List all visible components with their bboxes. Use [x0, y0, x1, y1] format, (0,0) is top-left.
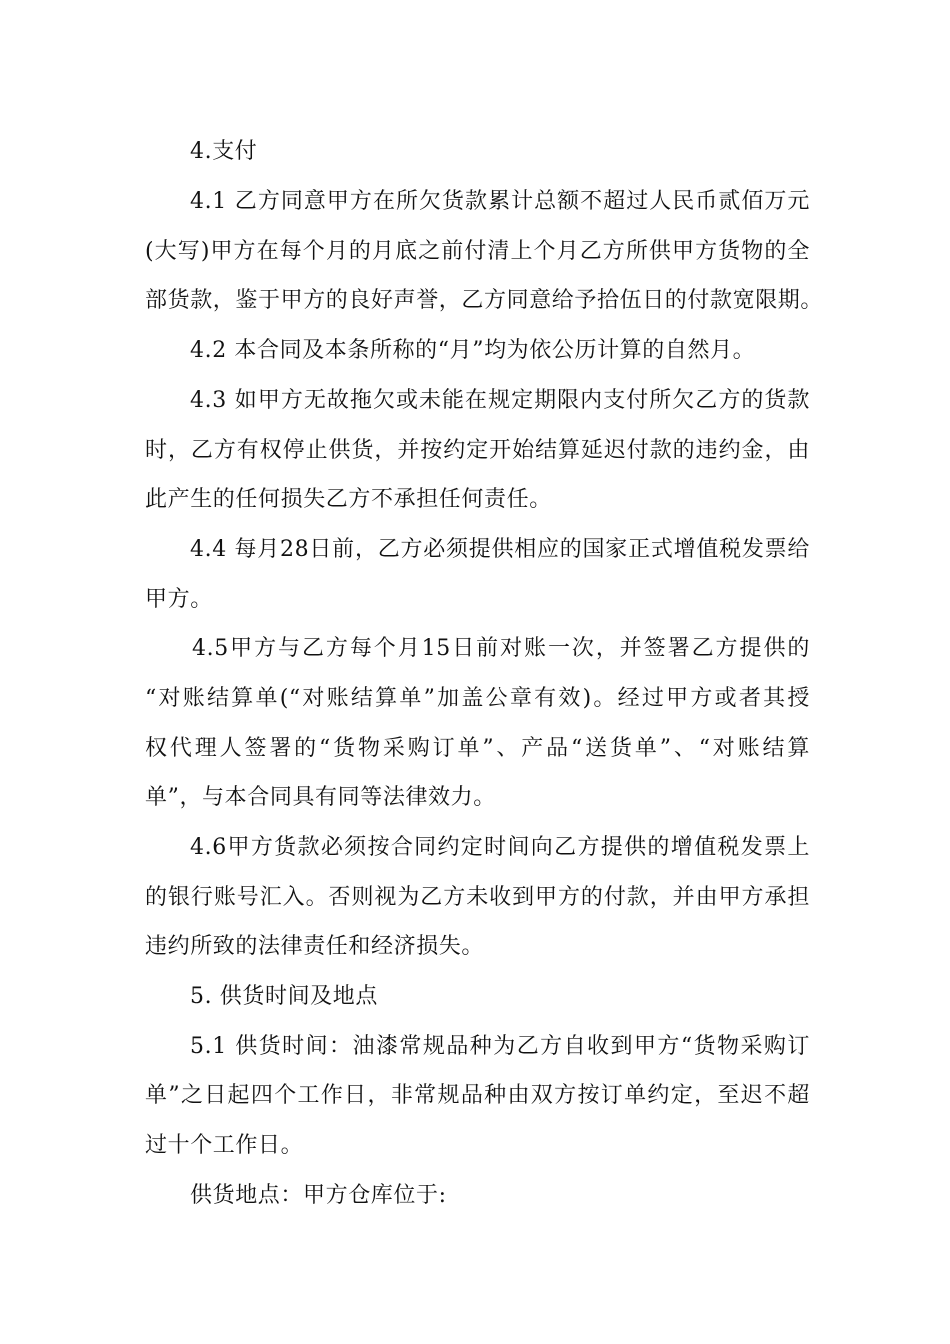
paragraph-line: 4.4 每月28日前，乙方必须提供相应的国家正式增值税发票给 — [190, 537, 810, 562]
paragraph-line: (大写)甲方在每个月的月底之前付清上个月乙方所供甲方货物的全 — [145, 239, 810, 264]
paragraph-line: 的银行账号汇入。否则视为乙方未收到甲方的付款，并由甲方承担 — [145, 885, 810, 910]
section-heading-payment: 4.支付 — [190, 139, 258, 164]
paragraph-line: 4.6甲方货款必须按合同约定时间向乙方提供的增值税发票上 — [190, 835, 810, 860]
paragraph-line: 供货地点：甲方仓库位于: — [190, 1183, 447, 1208]
paragraph-line: 4.2 本合同及本条所称的“月”均为依公历计算的自然月。 — [190, 338, 756, 363]
paragraph-line: 单”，与本合同具有同等法律效力。 — [145, 785, 496, 810]
paragraph-line: 单”之日起四个工作日，非常规品种由双方按订单约定，至迟不超 — [145, 1083, 810, 1108]
section-heading-delivery: 5. 供货时间及地点 — [190, 984, 378, 1009]
paragraph-line: “对账结算单(“对账结算单”加盖公章有效)。经过甲方或者其授 — [145, 686, 810, 711]
paragraph-line: 甲方。 — [145, 587, 213, 612]
paragraph-line: 时，乙方有权停止供货，并按约定开始结算延迟付款的违约金，由 — [145, 438, 810, 463]
paragraph-line: 5.1 供货时间：油漆常规品种为乙方自收到甲方“货物采购订 — [190, 1034, 810, 1059]
paragraph-line: 违约所致的法律责任和经济损失。 — [145, 934, 485, 959]
paragraph-line: 4.1 乙方同意甲方在所欠货款累计总额不超过人民币贰佰万元 — [190, 189, 810, 214]
paragraph-line: 权代理人签署的“货物采购订单”、产品“送货单”、“对账结算 — [145, 736, 810, 761]
paragraph-line: 部货款，鉴于甲方的良好声誉，乙方同意给予拾伍日的付款宽限期。 — [145, 288, 824, 313]
paragraph-line: 4.5甲方与乙方每个月15日前对账一次，并签署乙方提供的 — [192, 636, 810, 661]
paragraph-line: 4.3 如甲方无故拖欠或未能在规定期限内支付所欠乙方的货款 — [190, 388, 810, 413]
paragraph-line: 过十个工作日。 — [145, 1133, 304, 1158]
paragraph-line: 此产生的任何损失乙方不承担任何责任。 — [145, 487, 552, 512]
